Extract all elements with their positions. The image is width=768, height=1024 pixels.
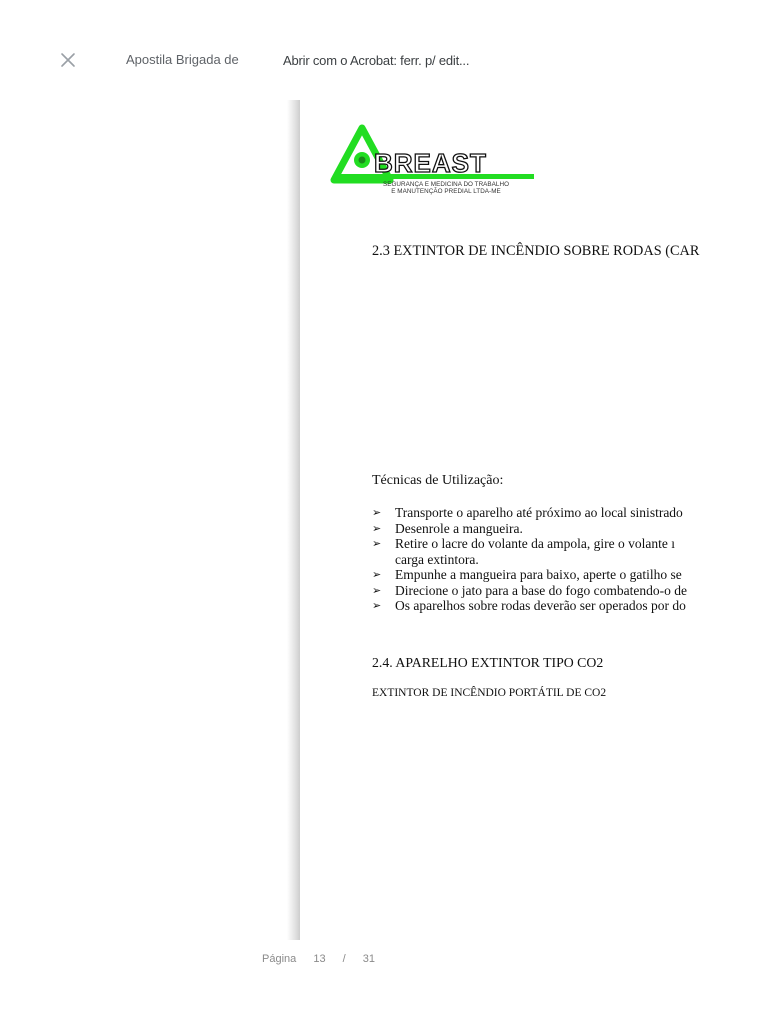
logo-subtitle-line2: E MANUTENÇÃO PREDIAL LTDA-ME: [391, 188, 501, 195]
list-item-continuation: carga extintora.: [395, 551, 479, 567]
arrowhead-bullet-icon: ➢: [372, 537, 382, 550]
page-indicator: [262, 953, 375, 965]
list-item: ➢ Desenrole a mangueira.: [372, 520, 523, 536]
arrowhead-bullet-icon: ➢: [372, 506, 382, 519]
document-title: Apostila Brigada de: [126, 52, 239, 67]
logo-subtitle-line1: SEGURANÇA E MEDICINA DO TRABALHO: [382, 181, 510, 188]
total-pages: 31: [362, 953, 376, 965]
arrowhead-bullet-icon: ➢: [372, 583, 382, 597]
logo-subtitle: [356, 181, 536, 195]
close-button[interactable]: [56, 48, 80, 72]
current-page-input[interactable]: 13: [313, 953, 326, 965]
viewer-toolbar: [0, 0, 768, 100]
techniques-list: [372, 505, 768, 614]
techniques-heading: Técnicas de Utilização:: [372, 473, 504, 488]
arrowhead-bullet-icon: ➢: [372, 599, 382, 612]
logo-brand-text: BREAST: [374, 148, 487, 178]
page-separator: /: [342, 953, 346, 965]
section-heading: 2.3 EXTINTOR DE INCÊNDIO SOBRE RODAS (CAR: [372, 243, 700, 259]
arrowhead-bullet-icon: ➢: [372, 568, 382, 581]
list-item: ➢ Os aparelhos sobre rodas deverão ser operados por do: [372, 598, 686, 613]
list-item: ➢ Direcione o jato para a base do fogo combatendo-o de: [372, 582, 688, 598]
document-page: [300, 100, 768, 940]
open-with-acrobat-button[interactable]: Abrir com o Acrobat: ferr. p/ edit...: [283, 53, 470, 68]
page-shadow: [287, 100, 301, 940]
close-icon: [56, 48, 80, 72]
list-item: ➢ Transporte o aparelho até próximo ao local sinistrado: [372, 505, 683, 520]
list-item: ➢ Retire o lacre do volante da ampola, gire o volante ı: [372, 536, 676, 551]
section2-subheading: EXTINTOR DE INCÊNDIO PORTÁTIL DE CO2: [372, 687, 607, 699]
list-item: ➢ Empunhe a mangueira para baixo, aperte o gatilho se: [372, 567, 682, 582]
arrowhead-bullet-icon: ➢: [372, 521, 382, 535]
section2-heading: 2.4. APARELHO EXTINTOR TIPO CO2: [372, 655, 604, 670]
page-label: Página: [262, 953, 297, 965]
